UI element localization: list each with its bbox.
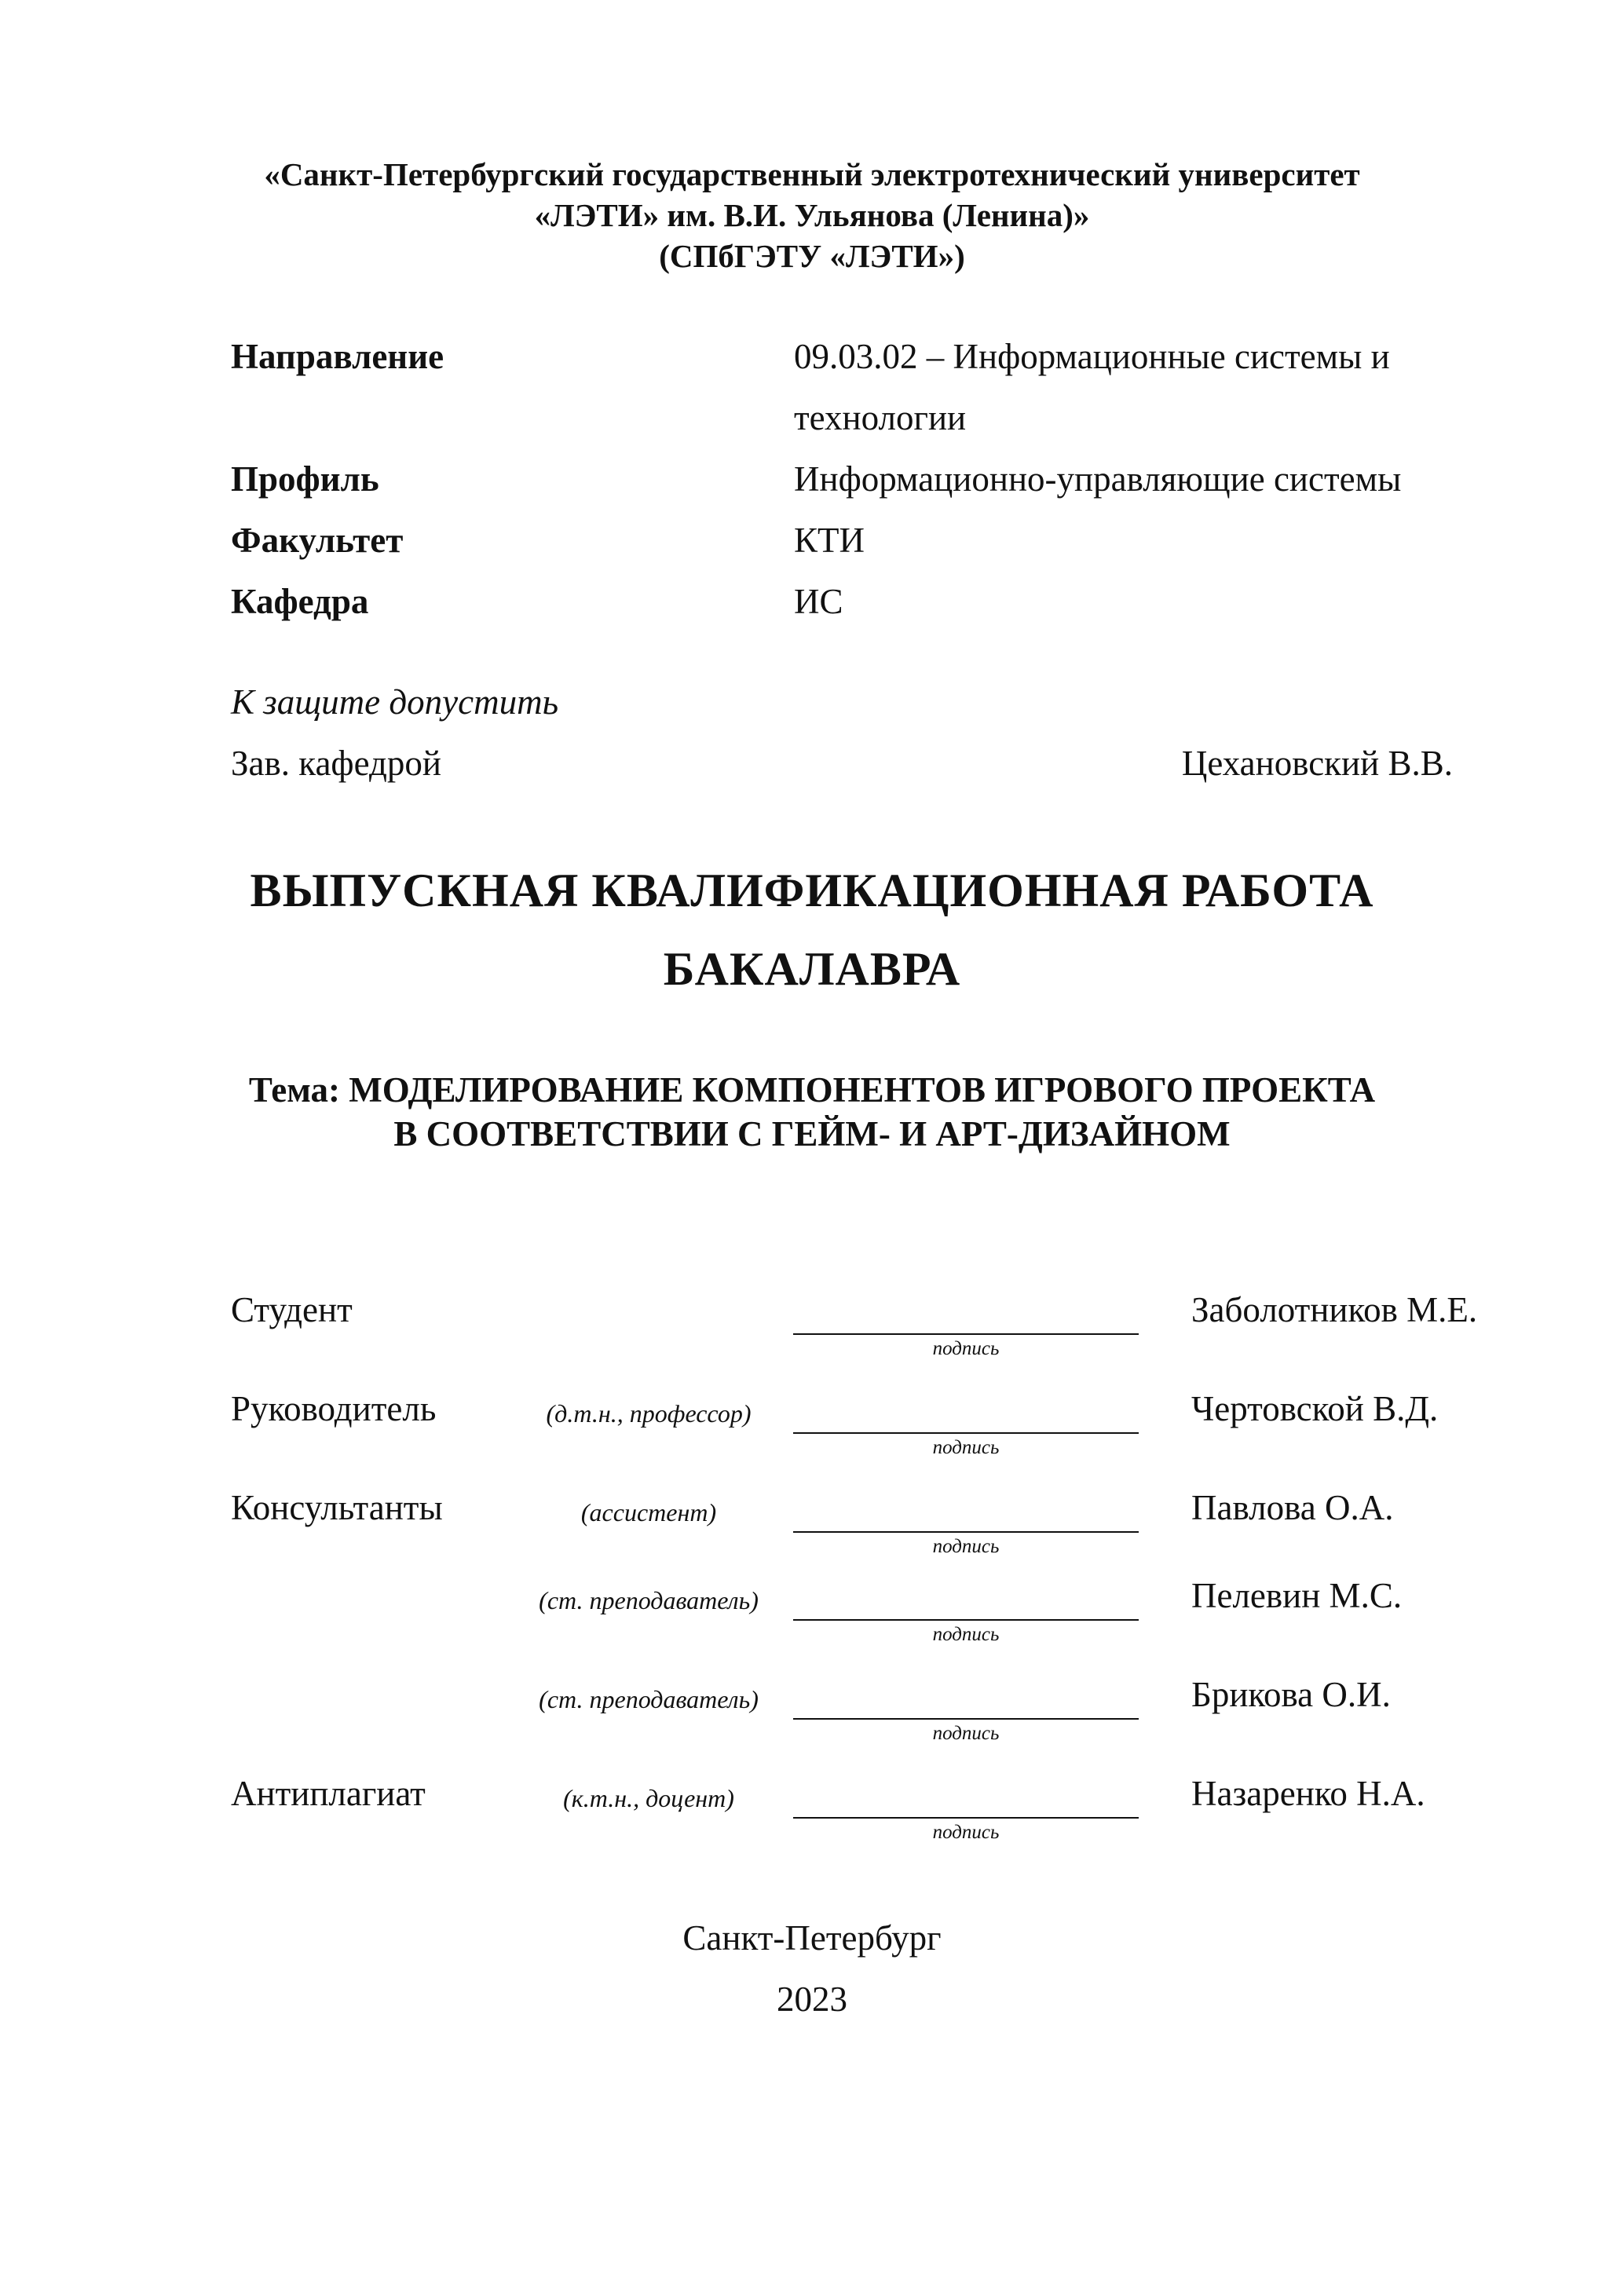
signature-caption: подпись — [932, 1536, 1000, 1557]
head-of-department-label: Зав. кафедрой — [231, 744, 441, 783]
signature-rank: (д.т.н., профессор) — [546, 1399, 752, 1428]
direction-label: Направление — [231, 337, 444, 376]
thesis-theme-line1: Тема: МОДЕЛИРОВАНИЕ КОМПОНЕНТОВ ИГРОВОГО ПРОЕКТА — [248, 1070, 1376, 1110]
university-header — [0, 154, 1624, 276]
department-label: Кафедра — [231, 582, 369, 621]
profile-label: Профиль — [231, 459, 379, 499]
signature-line — [793, 1817, 1139, 1819]
faculty-value: КТИ — [794, 521, 865, 560]
document-title-line2: БАКАЛАВРА — [663, 943, 961, 995]
faculty-label: Факультет — [231, 521, 404, 560]
signature-caption: подпись — [932, 1437, 1000, 1458]
direction-value-line1: 09.03.02 – Информационные системы и — [794, 337, 1390, 376]
thesis-theme — [0, 1068, 1624, 1156]
signature-rank: (ассистент) — [580, 1498, 717, 1526]
signature-name: Пелевин М.С. — [1191, 1576, 1403, 1615]
signature-caption: подпись — [932, 1624, 1000, 1645]
profile-value: Информационно-управляющие системы — [794, 459, 1402, 499]
signature-rank: (к.т.н., доцент) — [563, 1784, 734, 1812]
signature-caption: подпись — [932, 1338, 1000, 1359]
university-name-line1: «Санкт-Петербургский государственный электротехнический университет — [264, 156, 1360, 192]
signature-line — [793, 1333, 1139, 1335]
university-abbreviation: (СПбГЭТУ «ЛЭТИ») — [659, 238, 965, 274]
signature-line — [793, 1619, 1139, 1621]
footer-city: Санкт-Петербург — [682, 1918, 942, 1958]
signature-name: Брикова О.И. — [1191, 1675, 1391, 1714]
signature-name: Павлова О.А. — [1191, 1488, 1394, 1527]
thesis-theme-line2: В СООТВЕТСТВИИ С ГЕЙМ- И АРТ-ДИЗАЙНОМ — [393, 1114, 1231, 1153]
department-value: ИС — [794, 582, 843, 621]
direction-value-line2: технологии — [794, 398, 967, 437]
signature-role: Консультанты — [231, 1488, 443, 1527]
signature-line — [793, 1531, 1139, 1533]
signature-line — [793, 1718, 1139, 1720]
signature-name: Чертовской В.Д. — [1191, 1389, 1439, 1428]
signature-role: Антиплагиат — [231, 1774, 426, 1813]
admit-to-defense-text: К защите допустить — [231, 682, 559, 722]
signature-role: Руководитель — [231, 1389, 437, 1428]
signature-rank: (ст. преподаватель) — [539, 1586, 759, 1614]
footer-year: 2023 — [777, 1980, 847, 2019]
signature-role: Студент — [231, 1290, 353, 1329]
signature-name: Назаренко Н.А. — [1191, 1774, 1425, 1813]
signature-caption: подпись — [932, 1723, 1000, 1744]
signature-rank: (ст. преподаватель) — [539, 1685, 759, 1713]
signature-name: Заболотников М.Е. — [1191, 1290, 1478, 1329]
head-of-department-name: Цехановский В.В. — [1181, 744, 1453, 783]
signature-caption: подпись — [932, 1822, 1000, 1843]
document-title-line1: ВЫПУСКНАЯ КВАЛИФИКАЦИОННАЯ РАБОТА — [250, 865, 1374, 916]
university-name-line2: «ЛЭТИ» им. В.И. Ульянова (Ленина)» — [534, 197, 1090, 233]
signature-line — [793, 1432, 1139, 1434]
